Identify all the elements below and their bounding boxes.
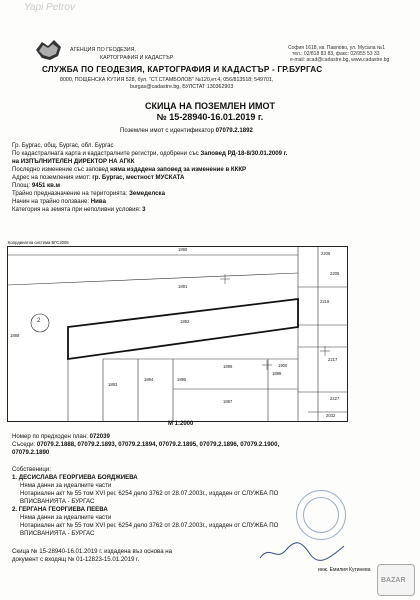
- address-line: Адрес на поземления имот: гр. Бургас, местност МУСКАТА: [12, 174, 185, 181]
- parcel-label-2032: 2032: [326, 413, 336, 418]
- agency-contact-3: e-mail: acad@cadastre.bg, www.cadastre.bg: [290, 57, 390, 63]
- parcel-label-1891: 1891: [178, 284, 188, 289]
- identifier-row: Поземлен имот с идентификатор 07079.2.1892: [120, 127, 253, 134]
- area-line: Площ: 9451 кв.м: [12, 182, 61, 189]
- identifier-value: 07079.2.1892: [215, 127, 253, 134]
- agency-name-line2: КАРТОГРАФИЯ И КАДАСТЪР: [100, 55, 174, 61]
- purpose-line: Трайно предназначение на територията: Земеделска: [12, 190, 165, 197]
- last-change-line: Последно изменение със заповед няма издадена заповед за изменение в КККР: [12, 166, 247, 173]
- parcel-label-1900: 1900: [278, 363, 288, 368]
- parcel-label-1897: 1897: [223, 399, 233, 404]
- parcel-label-1895: 1895: [177, 377, 187, 382]
- agency-name-line1: АГЕНЦИЯ ПО ГЕОДЕЗИЯ,: [70, 47, 136, 53]
- parcel-label-1888: 1888: [10, 333, 20, 338]
- subject-parcel-outline: [68, 299, 298, 359]
- office-contact: burgas@cadastre.bg, БУЛСТАТ 130362903: [130, 84, 234, 90]
- parcel-label-2227: 2227: [330, 396, 340, 401]
- neighbors-line: Съседи: 07079.2.1888, 07079.2.1893, 07079.2.1894, 07079.2.1895, 07079.2.1896, 07079.2.1900,: [12, 441, 280, 448]
- issued-line-2: документ с входящ № 01-12823-15.01.2019 г.: [12, 556, 140, 563]
- approval-line: По кадастралната карта и кадастралните регистри, одобрени със Заповед РД-18-8/30.01.2009 г.: [12, 150, 288, 157]
- region-circle-label: 2: [37, 318, 41, 324]
- location-line: Гр. Бургас, общ. Бургас, обл. Бургас: [12, 142, 114, 149]
- signatory-name: инж. Емилия Кутинева: [318, 567, 371, 573]
- watermark-text: Yapi Petrov: [24, 2, 75, 13]
- parcel-label-2206: 2206: [321, 251, 331, 256]
- signature-icon: [258, 540, 348, 564]
- issued-line-1: Скица № 15-28940-16.01.2019 г. издадена въз основа на: [12, 548, 173, 555]
- coordinate-system: Координатна система БГС2005: [8, 240, 69, 245]
- owners-label: Собственици:: [12, 466, 51, 473]
- neighbors-line-2: 07079.2.1890: [12, 449, 50, 456]
- agency-contact-2: тел.: 02/818 83 83, факс: 02/955 53 33: [292, 51, 380, 57]
- owner-1-deed: Нотариален акт № 55 том XVI рег. 6254 дело 3762 от 28.07.2003г., издаден от СЛУЖБА ПО: [20, 490, 279, 497]
- parcel-label-1892: 1892: [180, 319, 190, 324]
- usage-line: Начин на трайно ползване: Нива: [12, 198, 106, 205]
- office-address: 8000, ПОЩЕНСКА КУТИЯ 528, бул. "СТ.СТАМБОЛОВ" №120,ет.4, 056/813518; 549701,: [60, 77, 274, 83]
- owner-2-name: 2. ГЕРГАНА ГЕОРГИЕВА ПЕЕВА: [12, 506, 108, 513]
- approval-authority: на ИЗПЪЛНИТЕЛЕН ДИРЕКТОР НА АГКК: [12, 158, 135, 165]
- parcel-label-1894: 1894: [144, 377, 154, 382]
- parcel-label-1890: 1890: [178, 247, 188, 252]
- parcel-label-2218: 2218: [320, 299, 330, 304]
- official-stamp-inner-icon: [303, 497, 339, 533]
- previous-plan-line: Номер по предходен план: 072039: [12, 433, 110, 440]
- map-drawing: [8, 247, 347, 421]
- parcel-label-1896: 1896: [223, 364, 233, 369]
- owner-2-deed-2: ВПИСВАНИЯТА - БУРГАС: [20, 530, 95, 537]
- owner-1-deed-2: ВПИСВАНИЯТА - БУРГАС: [20, 498, 95, 505]
- agency-contact-1: София 1618, кв. Павлово, ул. Мусала №1: [288, 45, 386, 51]
- agency-crest-icon: [34, 38, 64, 64]
- owner-1-shares: Няма данни за идеалните части: [20, 482, 112, 489]
- parcel-label-1893: 1893: [108, 382, 118, 387]
- map-scale: М 1:2000: [168, 421, 194, 427]
- document-number: № 15-28940-16.01.2019 г.: [156, 112, 264, 122]
- owner-2-shares: Няма данни за идеалните части: [20, 514, 112, 521]
- owner-1-name: 1. ДЕСИСЛАВА ГЕОРГИЕВА БОЯДЖИЕВА: [12, 474, 138, 481]
- parcel-label-2205: 2205: [330, 271, 340, 276]
- category-line: Категория на земята при неполивни условия: 3: [12, 206, 146, 213]
- parcel-label-2217: 2217: [328, 357, 338, 362]
- bazar-logo-icon: BAZAR: [377, 564, 415, 596]
- office-title: СЛУЖБА ПО ГЕОДЕЗИЯ, КАРТОГРАФИЯ И КАДАСТЪР - ГР.БУРГАС: [42, 65, 323, 74]
- parcel-label-1898: 1898: [272, 371, 282, 376]
- cadastral-map: [7, 246, 348, 422]
- owner-2-deed: Нотариален акт № 55 том XVI рег. 6254 дело 3762 от 28.07.2003г., издаден от СЛУЖБА ПО: [20, 522, 279, 529]
- document-title: СКИЦА НА ПОЗЕМЛЕН ИМОТ: [145, 101, 275, 111]
